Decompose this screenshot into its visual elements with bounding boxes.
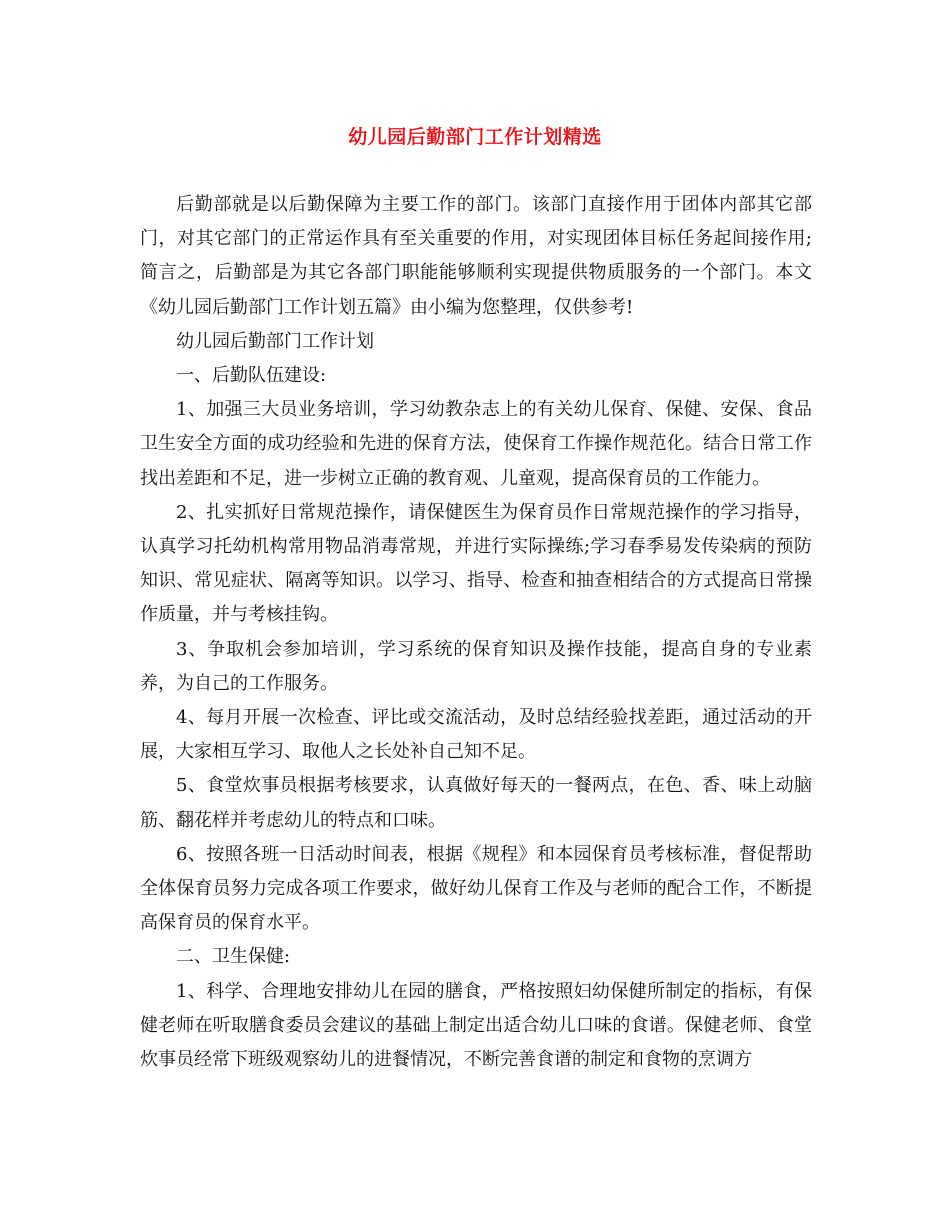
paragraph-plan-heading: 幼儿园后勤部门工作计划 bbox=[176, 330, 374, 352]
paragraph-item: 6、按照各班一日活动时间表，根据《规程》和本园保育员考核标准，督促帮助全体保育员努力完成各项工作要求，做好幼儿保育工作及与老师的配合工作，不断提高保育员的保育水平。 bbox=[140, 843, 812, 934]
paragraph-item: 1、加强三大员业务培训，学习幼教杂志上的有关幼儿保育、保健、安保、食品卫生安全方面的成功经验和先进的保育方法，使保育工作操作规范化。结合日常工作找出差距和不足，进一步树立正确的教育观、儿童观，提高保育员的工作能力。 bbox=[140, 399, 812, 489]
paragraph-section-1-heading: 一、后勤队伍建设: bbox=[176, 365, 327, 387]
paragraph-item: 2、扎实抓好日常规范操作，请保健医生为保育员作日常规范操作的学习指导，认真学习托幼机构常用物品消毒常规，并进行实际操练;学习春季易发传染病的预防知识、常见症状、隔离等知识。以学习、指导、检查和抽查相结合的方式提高日常操作质量，并与考核挂钩。 bbox=[140, 501, 812, 626]
paragraph-intro: 后勤部就是以后勤保障为主要工作的部门。该部门直接作用于团体内部其它部门，对其它部门的正常运作具有至关重要的作用，对实现团体目标任务起间接作用;简言之，后勤部是为其它各部门职能能够顺利实现提供物质服务的一个部门。本文《幼儿园后勤部门工作计划五篇》由小编为您整理，仅供参考! bbox=[140, 194, 812, 318]
paragraph-section-2-heading: 二、卫生保健: bbox=[176, 946, 291, 968]
paragraph-item: 5、食堂炊事员根据考核要求，认真做好每天的一餐两点，在色、香、味上动脑筋、翻花样并考虑幼儿的特点和口味。 bbox=[140, 775, 812, 831]
paragraph-item: 3、争取机会参加培训，学习系统的保育知识及操作技能，提高自身的专业素养，为自己的工作服务。 bbox=[140, 638, 812, 694]
paragraph-item: 1、科学、合理地安排幼儿在园的膳食，严格按照妇幼保健所制定的指标，有保健老师在听取膳食委员会建议的基础上制定出适合幼儿口味的食谱。保健老师、食堂炊事员经常下班级观察幼儿的进餐情况，不断完善食谱的制定和食物的烹调方 bbox=[140, 980, 812, 1071]
paragraph-item: 4、每月开展一次检查、评比或交流活动，及时总结经验找差距，通过活动的开展，大家相互学习、取他人之长处补自己知不足。 bbox=[140, 707, 812, 763]
document-title: 幼儿园后勤部门工作计划精选 bbox=[348, 126, 602, 148]
document-body bbox=[140, 188, 812, 1077]
